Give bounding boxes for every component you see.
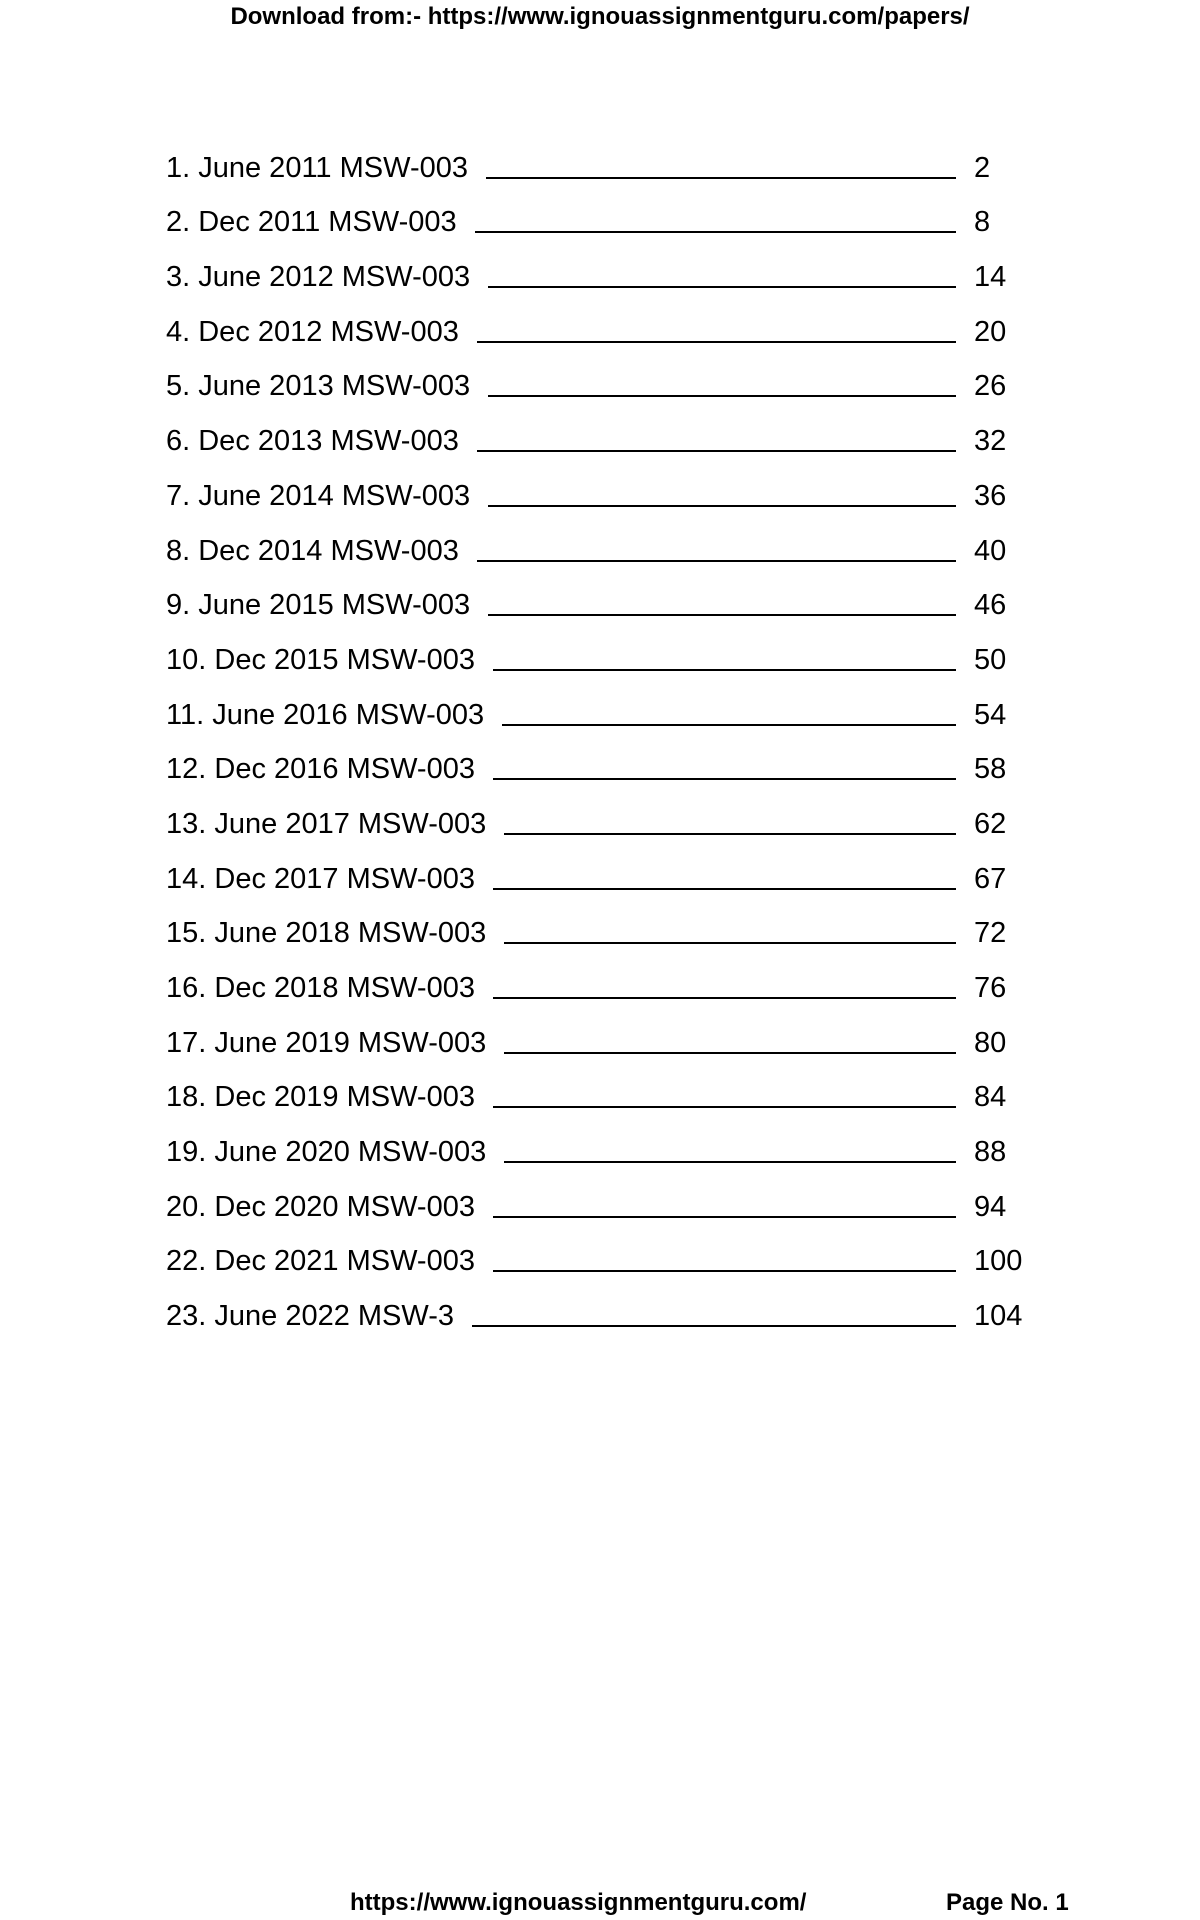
table-of-contents bbox=[166, 130, 1034, 1333]
toc-entry-page: 72 bbox=[974, 917, 1007, 950]
toc-entry-title: 18. Dec 2019 MSW-003 bbox=[166, 1081, 475, 1114]
toc-entry-page: 14 bbox=[974, 261, 1007, 294]
toc-leader-line bbox=[493, 669, 956, 671]
toc-entry[interactable] bbox=[166, 239, 1034, 294]
toc-entry[interactable] bbox=[166, 1060, 1034, 1115]
toc-entry-page: 36 bbox=[974, 479, 1007, 512]
toc-entry-title: 9. June 2015 MSW-003 bbox=[166, 589, 471, 622]
toc-entry[interactable] bbox=[166, 841, 1034, 896]
toc-entry-page: 20 bbox=[974, 315, 1007, 348]
toc-entry[interactable] bbox=[166, 677, 1034, 732]
toc-entry[interactable] bbox=[166, 294, 1034, 349]
toc-entry-title: 5. June 2013 MSW-003 bbox=[166, 370, 471, 403]
toc-entry-page: 8 bbox=[974, 206, 991, 239]
toc-leader-line bbox=[504, 1052, 956, 1054]
toc-entry[interactable] bbox=[166, 732, 1034, 787]
toc-entry-page: 46 bbox=[974, 589, 1007, 622]
toc-leader-line bbox=[493, 997, 956, 999]
toc-entry-title: 19. June 2020 MSW-003 bbox=[166, 1136, 487, 1169]
toc-entry-title: 4. Dec 2012 MSW-003 bbox=[166, 315, 459, 348]
toc-entry-page: 40 bbox=[974, 534, 1007, 567]
toc-entry[interactable] bbox=[166, 185, 1034, 240]
toc-entry-page: 67 bbox=[974, 862, 1007, 895]
toc-entry-title: 6. Dec 2013 MSW-003 bbox=[166, 425, 459, 458]
footer-url: https://www.ignouassignmentguru.com/ bbox=[350, 1889, 807, 1916]
toc-entry-title: 15. June 2018 MSW-003 bbox=[166, 917, 487, 950]
toc-leader-line bbox=[504, 942, 956, 944]
toc-entry[interactable] bbox=[166, 568, 1034, 623]
toc-entry[interactable] bbox=[166, 458, 1034, 513]
toc-leader-line bbox=[475, 231, 956, 233]
toc-entry-page: 54 bbox=[974, 698, 1007, 731]
toc-entry-title: 14. Dec 2017 MSW-003 bbox=[166, 862, 475, 895]
toc-entry-page: 50 bbox=[974, 643, 1007, 676]
toc-entry[interactable] bbox=[166, 1224, 1034, 1279]
toc-entry-page: 26 bbox=[974, 370, 1007, 403]
toc-leader-line bbox=[504, 1161, 956, 1163]
toc-leader-line bbox=[488, 614, 956, 616]
toc-entry-title: 1. June 2011 MSW-003 bbox=[166, 151, 468, 184]
toc-entry[interactable] bbox=[166, 403, 1034, 458]
toc-entry-page: 62 bbox=[974, 807, 1007, 840]
toc-entry-title: 11. June 2016 MSW-003 bbox=[166, 698, 485, 731]
toc-entry-title: 17. June 2019 MSW-003 bbox=[166, 1026, 487, 1059]
toc-entry-title: 23. June 2022 MSW-3 bbox=[166, 1300, 455, 1333]
toc-entry-page: 104 bbox=[974, 1300, 1023, 1333]
toc-leader-line bbox=[488, 286, 956, 288]
toc-leader-line bbox=[477, 341, 956, 343]
toc-leader-line bbox=[477, 450, 956, 452]
toc-entry[interactable] bbox=[166, 349, 1034, 404]
toc-entry[interactable] bbox=[166, 1005, 1034, 1060]
toc-entry-page: 88 bbox=[974, 1136, 1007, 1169]
toc-entry[interactable] bbox=[166, 622, 1034, 677]
toc-leader-line bbox=[488, 505, 956, 507]
toc-entry-page: 80 bbox=[974, 1026, 1007, 1059]
toc-entry-title: 10. Dec 2015 MSW-003 bbox=[166, 643, 475, 676]
toc-leader-line bbox=[504, 833, 956, 835]
toc-leader-line bbox=[477, 560, 956, 562]
toc-leader-line bbox=[488, 395, 956, 397]
toc-entry[interactable] bbox=[166, 513, 1034, 568]
page-number: Page No. 1 bbox=[946, 1889, 1069, 1916]
toc-entry-page: 84 bbox=[974, 1081, 1007, 1114]
toc-entry-page: 100 bbox=[974, 1245, 1023, 1278]
download-banner: Download from:- https://www.ignouassignmentguru.com/papers/ bbox=[230, 3, 970, 30]
toc-leader-line bbox=[493, 888, 956, 890]
toc-entry-title: 12. Dec 2016 MSW-003 bbox=[166, 753, 475, 786]
toc-entry[interactable] bbox=[166, 1169, 1034, 1224]
toc-entry-title: 7. June 2014 MSW-003 bbox=[166, 479, 471, 512]
toc-entry-page: 94 bbox=[974, 1190, 1007, 1223]
toc-entry-title: 3. June 2012 MSW-003 bbox=[166, 261, 471, 294]
toc-entry-page: 2 bbox=[974, 151, 991, 184]
toc-leader-line bbox=[472, 1325, 956, 1327]
toc-leader-line bbox=[486, 177, 956, 179]
toc-entry-title: 16. Dec 2018 MSW-003 bbox=[166, 972, 475, 1004]
toc-leader-line bbox=[493, 778, 956, 780]
toc-entry[interactable] bbox=[166, 1278, 1034, 1333]
toc-entry[interactable] bbox=[166, 896, 1034, 951]
toc-entry-title: 2. Dec 2011 MSW-003 bbox=[166, 206, 457, 239]
toc-entry[interactable] bbox=[166, 786, 1034, 841]
toc-entry-page: 76 bbox=[974, 972, 1007, 1004]
toc-entry[interactable] bbox=[166, 950, 1034, 1005]
toc-entry-title: 20. Dec 2020 MSW-003 bbox=[166, 1190, 475, 1223]
toc-leader-line bbox=[493, 1270, 956, 1272]
toc-leader-line bbox=[493, 1216, 956, 1218]
toc-entry-title: 8. Dec 2014 MSW-003 bbox=[166, 534, 459, 567]
toc-entry[interactable] bbox=[166, 130, 1034, 185]
toc-entry-page: 58 bbox=[974, 753, 1007, 786]
toc-leader-line bbox=[493, 1106, 956, 1108]
toc-entry-page: 32 bbox=[974, 425, 1007, 458]
toc-entry-title: 13. June 2017 MSW-003 bbox=[166, 807, 487, 840]
toc-leader-line bbox=[502, 724, 956, 726]
toc-entry[interactable] bbox=[166, 1114, 1034, 1169]
toc-entry-title: 22. Dec 2021 MSW-003 bbox=[166, 1245, 475, 1278]
